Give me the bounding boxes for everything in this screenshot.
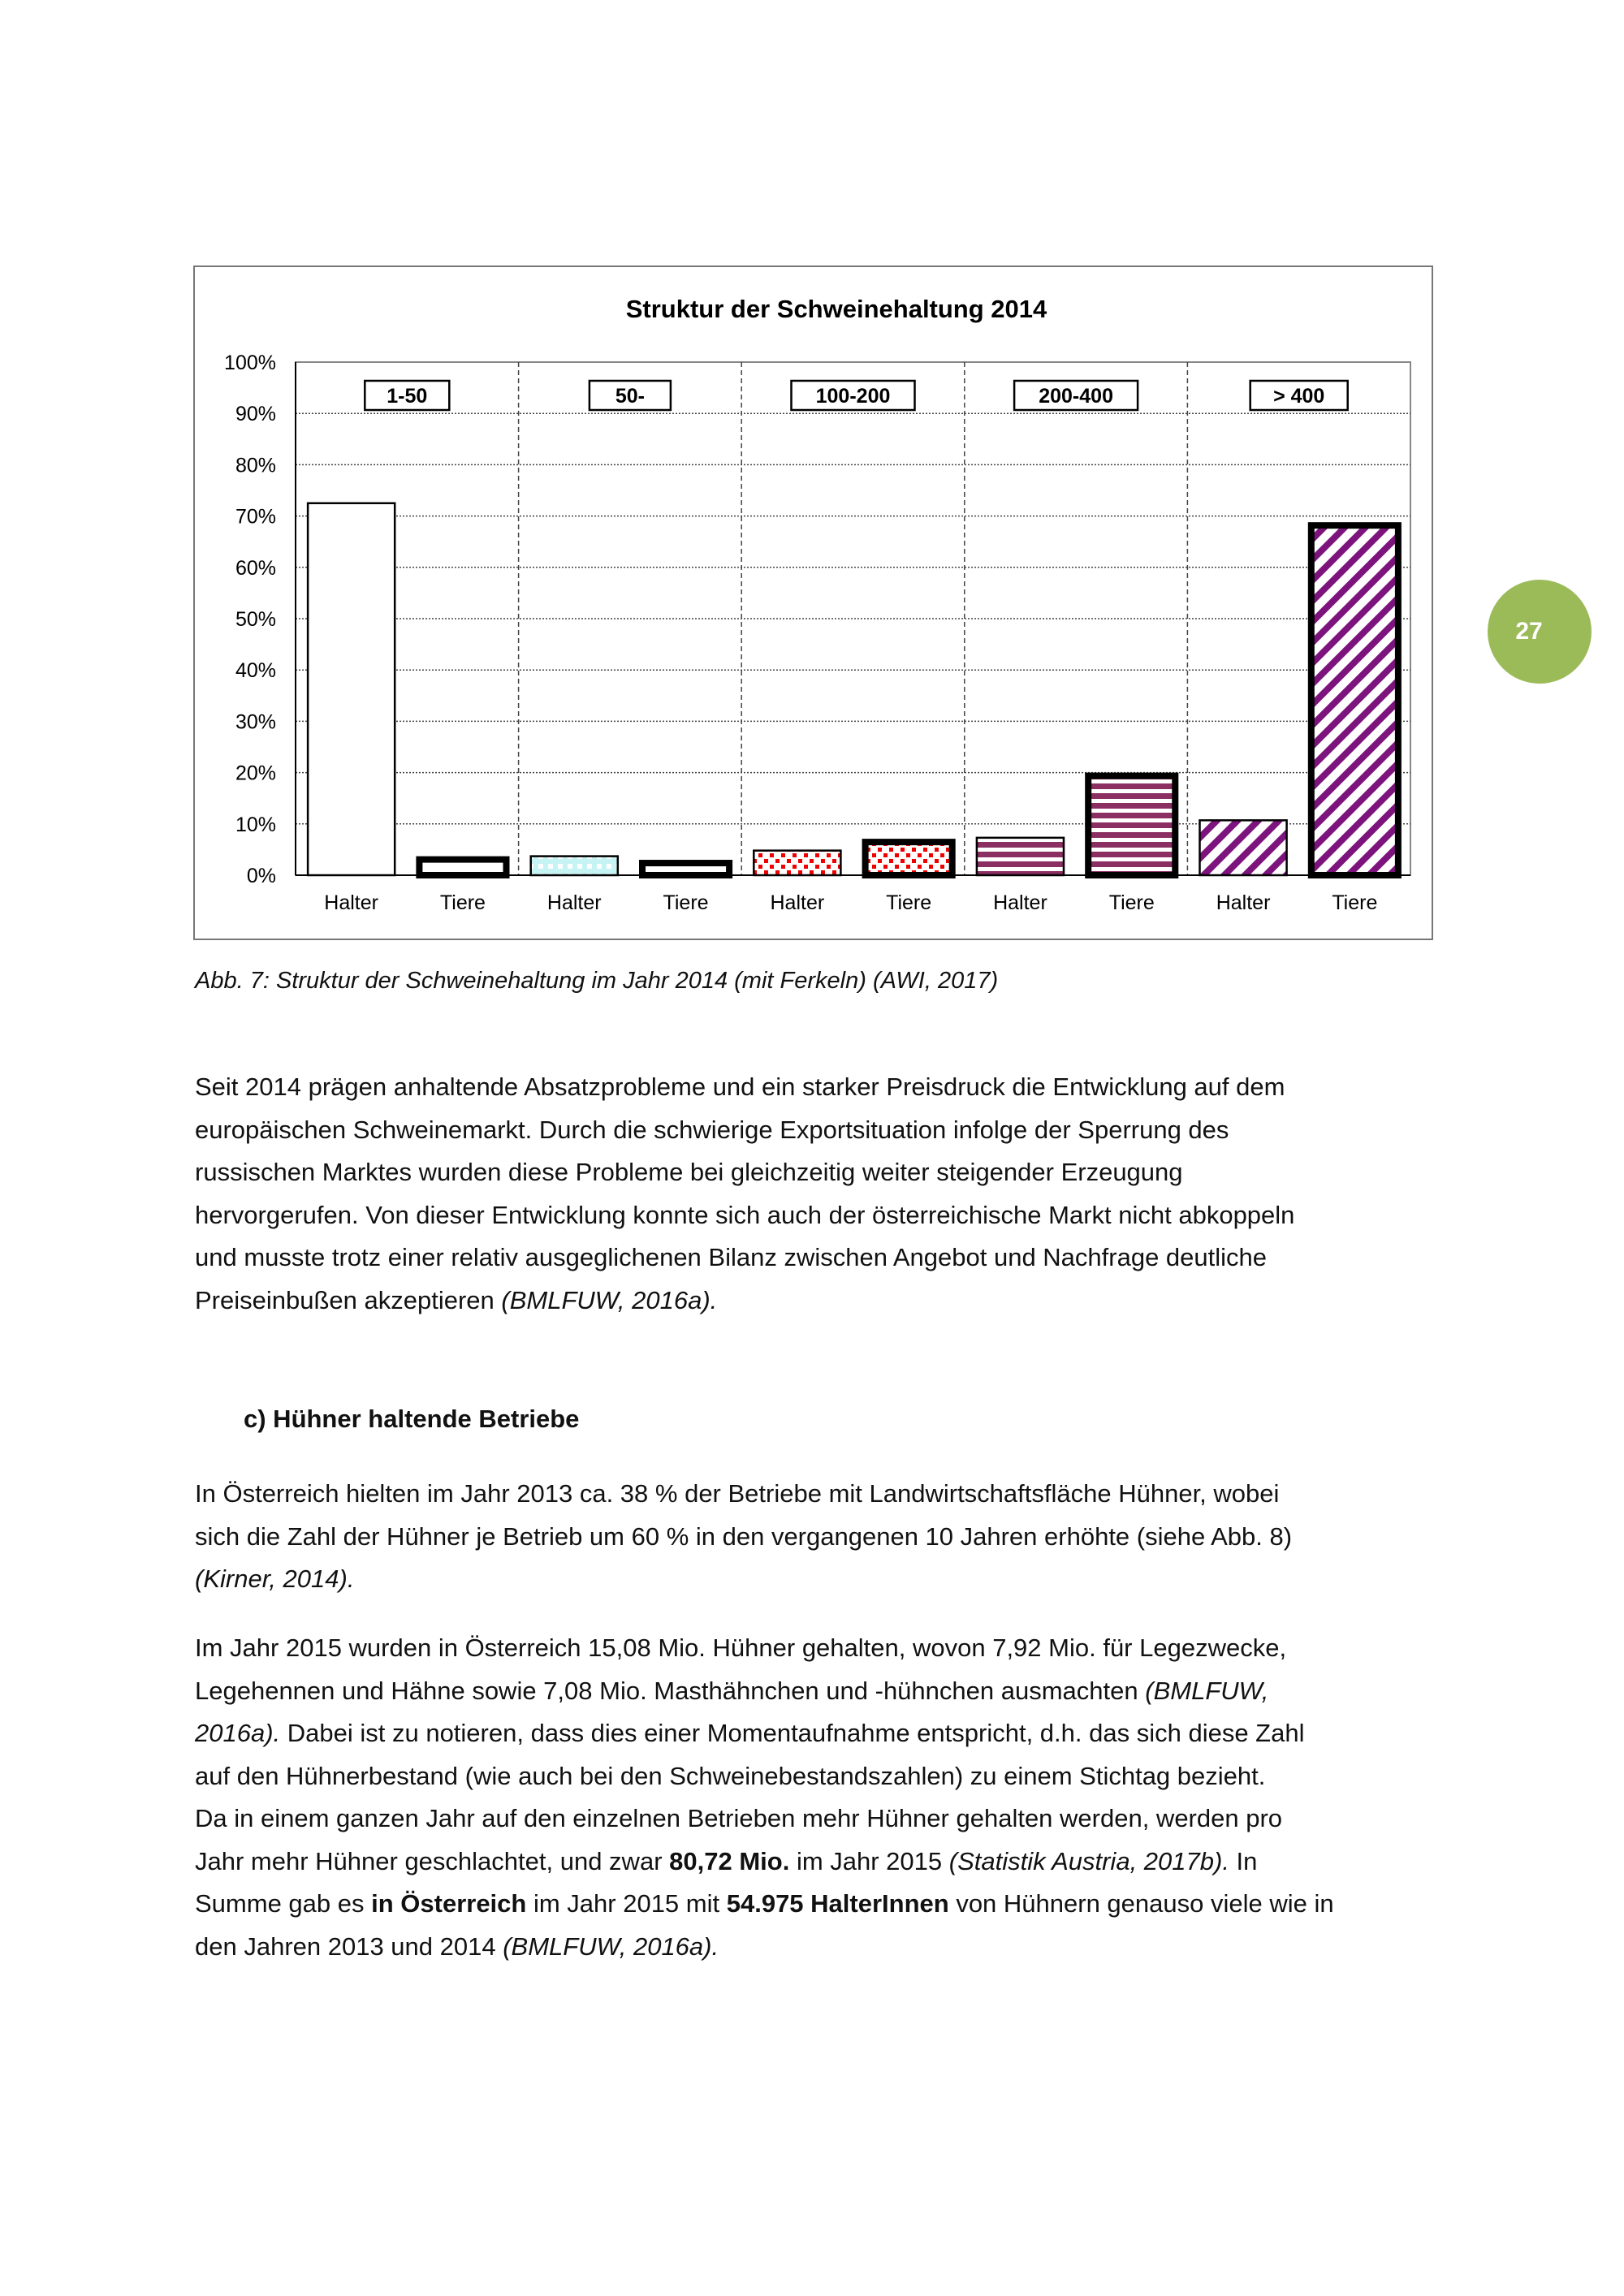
text-segment: (BMLFUW, 2016a). xyxy=(501,1285,718,1314)
bar-200400-tiere xyxy=(1088,776,1175,875)
text-segment: auf den Hühnerbestand (wie auch bei den Schweinebestandszahlen) zu einem Stichtag bezieht. xyxy=(195,1761,1266,1790)
text-segment: im Jahr 2015 xyxy=(789,1846,949,1875)
y-tick-label: 40% xyxy=(235,659,276,683)
text-segment: Legehennen und Hähne sowie 7,08 Mio. Masthähnchen und -hühnchen ausmachten xyxy=(195,1676,1146,1705)
y-tick-label: 100% xyxy=(224,352,276,374)
x-tick-label: Halter xyxy=(546,891,602,914)
x-tick-label: Halter xyxy=(324,891,378,914)
text-line xyxy=(195,1109,1294,1152)
text-segment: hervorgerufen. Von dieser Entwicklung konnte sich auch der österreichische Markt nicht abkoppeln xyxy=(195,1200,1295,1229)
text-segment: von Hühnern genauso viele wie in xyxy=(948,1889,1334,1918)
text-segment: Dabei ist zu notieren, dass dies einer Momentaufnahme entspricht, d.h. das sich diese Zahl xyxy=(280,1719,1305,1747)
text-segment: (BMLFUW, xyxy=(1145,1676,1269,1705)
text-line xyxy=(195,1280,1294,1323)
y-tick-label: 90% xyxy=(235,403,276,426)
paragraph-chickens-2015 xyxy=(195,1627,1334,1968)
bar-200400-halter xyxy=(977,838,1064,875)
text-segment: 54.975 HalterInnen xyxy=(726,1889,949,1918)
text-segment: Summe gab es xyxy=(195,1889,372,1918)
bar-400-halter xyxy=(1200,820,1287,875)
group-label: > 400 xyxy=(1273,385,1325,408)
x-tick-label: Halter xyxy=(770,891,825,914)
text-line xyxy=(195,1151,1294,1194)
x-tick-label: Tiere xyxy=(663,891,709,914)
chart-title: Struktur der Schweinehaltung 2014 xyxy=(625,295,1047,323)
y-tick-label: 80% xyxy=(235,454,276,477)
group-label: 100-200 xyxy=(815,385,891,408)
y-tick-label: 70% xyxy=(235,505,276,529)
text-segment: (Statistik Austria, 2017b). xyxy=(948,1846,1229,1875)
text-line xyxy=(195,1841,1334,1884)
y-tick-label: 0% xyxy=(246,865,276,887)
text-segment: Im Jahr 2015 wurden in Österreich 15,08 Mio. Hühner gehalten, wovon 7,92 Mio. für Legezwecke, xyxy=(195,1634,1287,1662)
bar-100200-halter xyxy=(754,851,840,875)
text-segment: 80,72 Mio. xyxy=(669,1846,790,1875)
y-tick-label: 50% xyxy=(235,608,276,631)
text-segment: Jahr mehr Hühner geschlachtet, und zwar xyxy=(195,1846,670,1875)
y-tick-label: 20% xyxy=(235,762,276,785)
group-label: 50- xyxy=(615,385,645,408)
text-segment: europäischen Schweinemarkt. Durch die schwierige Exportsituation infolge der Sperrung des xyxy=(195,1115,1229,1144)
text-line xyxy=(195,1473,1292,1516)
x-tick-label: Tiere xyxy=(1108,891,1155,914)
text-segment: Preiseinbußen akzeptieren xyxy=(195,1285,502,1314)
text-line xyxy=(195,1194,1294,1237)
bar-100200-tiere xyxy=(866,842,952,875)
text-segment: den Jahren 2013 und 2014 xyxy=(195,1931,503,1961)
text-line xyxy=(195,1883,1334,1926)
text-segment: sich die Zahl der Hühner je Betrieb um 60 % in den vergangenen 10 Jahren erhöhte (siehe Abb. 8) xyxy=(195,1521,1293,1551)
figure-caption: Abb. 7: Struktur der Schweinehaltung im Jahr 2014 (mit Ferkeln) (AWI, 2017) xyxy=(195,968,999,994)
text-segment: Seit 2014 prägen anhaltende Absatzprobleme und ein starker Preisdruck die Entwicklung auf dem xyxy=(195,1072,1285,1101)
x-tick-label: Tiere xyxy=(1332,891,1378,914)
bar-150-tiere xyxy=(419,860,506,875)
group-label: 200-400 xyxy=(1039,385,1113,408)
bar-400-tiere xyxy=(1311,525,1398,875)
y-tick-label: 30% xyxy=(235,710,276,734)
text-line xyxy=(195,1798,1334,1841)
group-label: 1-50 xyxy=(387,385,428,408)
text-segment: (Kirner, 2014). xyxy=(195,1564,355,1593)
x-tick-label: Halter xyxy=(993,891,1047,914)
text-segment: und musste trotz einer relativ ausgeglichenen Bilanz zwischen Angebot und Nachfrage deutliche xyxy=(195,1243,1268,1271)
y-tick-label: 60% xyxy=(235,556,276,580)
text-line xyxy=(195,1558,1292,1601)
text-line xyxy=(195,1236,1294,1280)
paragraph-market xyxy=(195,1066,1294,1322)
text-segment: In Österreich hielten im Jahr 2013 ca. 38 % der Betriebe mit Landwirtschaftsfläche Hühner, wobei xyxy=(195,1479,1280,1508)
bar-150-halter xyxy=(308,503,395,875)
text-segment: In xyxy=(1229,1846,1258,1875)
text-line xyxy=(195,1516,1292,1559)
text-line xyxy=(195,1712,1334,1755)
section-heading: c) Hühner haltende Betriebe xyxy=(244,1405,580,1433)
chart-figure xyxy=(193,265,1433,940)
text-segment: russischen Marktes wurden diese Probleme bei gleichzeitig weiter steigender Erzeugung xyxy=(195,1158,1183,1186)
page-number-badge: 27 xyxy=(1488,580,1592,684)
text-line xyxy=(195,1926,1334,1969)
text-segment: (BMLFUW, 2016a). xyxy=(503,1931,719,1961)
text-line xyxy=(195,1627,1334,1670)
x-tick-label: Tiere xyxy=(439,891,486,914)
y-tick-label: 10% xyxy=(235,813,276,836)
text-segment: in Österreich xyxy=(371,1889,527,1918)
text-line xyxy=(195,1066,1294,1109)
bar-50-halter xyxy=(531,857,618,875)
text-segment: Da in einem ganzen Jahr auf den einzelnen Betrieben mehr Hühner gehalten werden, werden pro xyxy=(195,1804,1283,1832)
bar-50-tiere xyxy=(642,863,729,875)
text-segment: im Jahr 2015 mit xyxy=(526,1889,727,1918)
text-line xyxy=(195,1755,1334,1798)
text-line xyxy=(195,1670,1334,1713)
bar-chart xyxy=(195,267,1432,939)
text-segment: 2016a). xyxy=(195,1719,281,1747)
paragraph-chickens-2013 xyxy=(195,1473,1292,1601)
x-tick-label: Halter xyxy=(1216,891,1271,914)
x-tick-label: Tiere xyxy=(886,891,932,914)
